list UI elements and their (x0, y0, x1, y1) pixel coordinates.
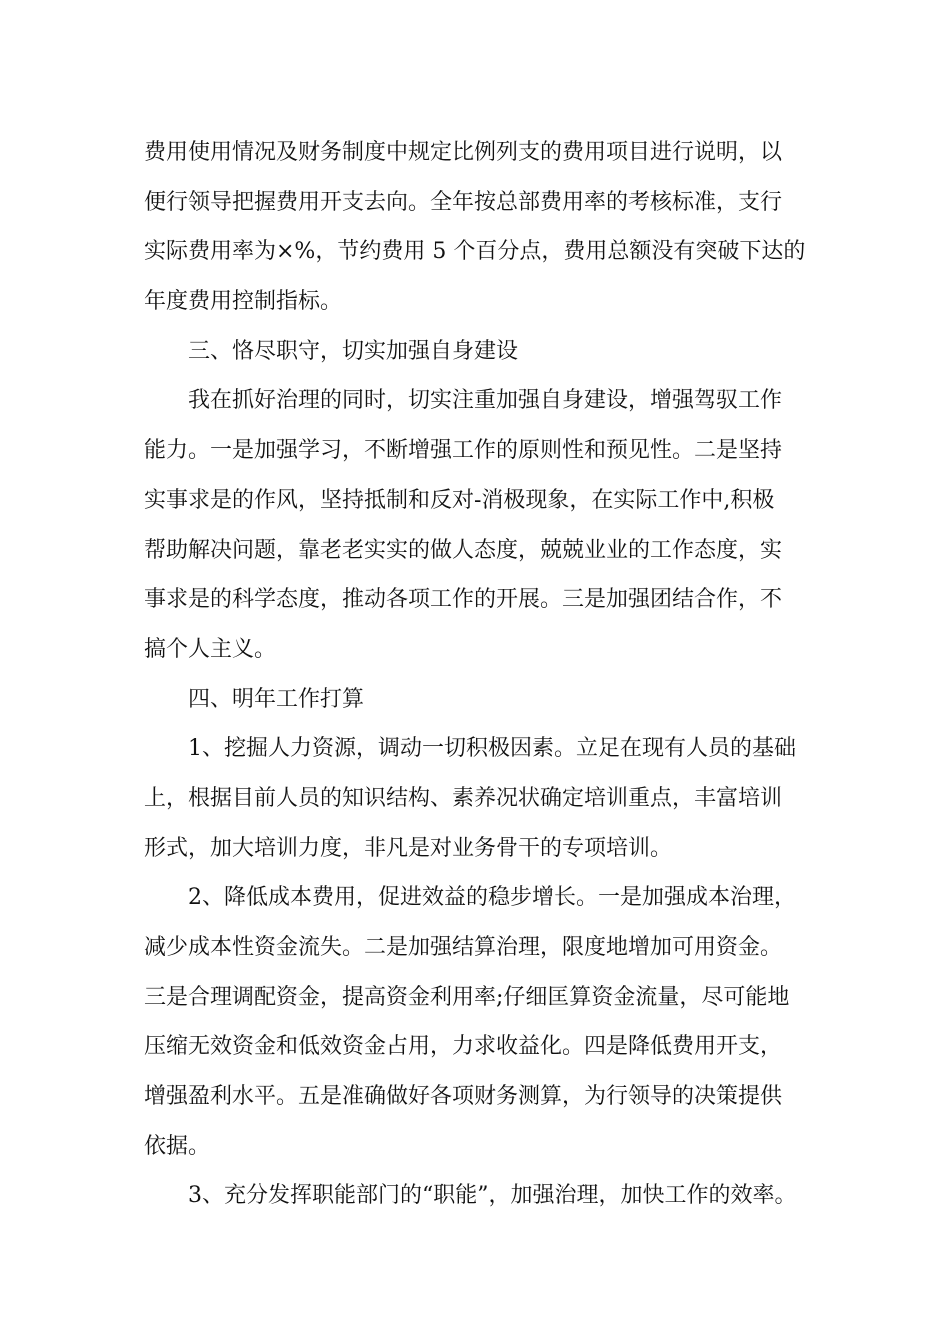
text-line: 三是合理调配资金，提高资金利用率;仔细匡算资金流量，尽可能地 (144, 984, 790, 1010)
text-line: 实事求是的作风，坚持抵制和反对-消极现象，在实际工作中,积极 (144, 487, 775, 513)
paragraph-first-line: 我在抓好治理的同时，切实注重加强自身建设，增强驾驭工作 (188, 388, 783, 414)
paragraph-first-line: 2、降低成本费用，促进效益的稳步增长。一是加强成本治理， (188, 885, 796, 911)
text-line: 帮助解决问题，靠老老实实的做人态度，兢兢业业的工作态度，实 (144, 537, 783, 563)
text-line: 能力。一是加强学习，不断增强工作的原则性和预见性。二是坚持 (144, 438, 783, 464)
text-line: 实际费用率为×%，节约费用 5 个百分点，费用总额没有突破下达的 (144, 239, 806, 265)
text-line: 形式，加大培训力度，非凡是对业务骨干的专项培训。 (144, 835, 673, 861)
text-line: 事求是的科学态度，推动各项工作的开展。三是加强团结合作，不 (144, 587, 783, 613)
text-line: 减少成本性资金流失。二是加强结算治理，限度地增加可用资金。 (144, 935, 783, 960)
document-body (144, 128, 816, 1221)
section-heading: 三、恪尽职守，切实加强自身建设 (188, 338, 519, 364)
text-line: 上，根据目前人员的知识结构、素养况状确定培训重点，丰富培训 (144, 785, 783, 811)
text-line: 搞个人主义。 (144, 636, 277, 662)
text-line: 年度费用控制指标。 (144, 289, 343, 315)
section-heading: 四、明年工作打算 (188, 686, 365, 712)
text-line: 依据。 (144, 1133, 211, 1159)
text-line: 费用使用情况及财务制度中规定比例列支的费用项目进行说明，以 (144, 140, 783, 165)
text-line: 便行领导把握费用开支去向。全年按总部费用率的考核标准，支行 (144, 189, 783, 215)
paragraph-first-line: 3、充分发挥职能部门的“职能”，加强治理，加快工作的效率。 (188, 1183, 797, 1209)
text-line: 压缩无效资金和低效资金占用，力求收益化。四是降低费用开支， (144, 1034, 783, 1060)
text-line: 增强盈利水平。五是准确做好各项财务测算，为行领导的决策提供 (144, 1084, 783, 1110)
paragraph-first-line: 1、挖掘人力资源，调动一切积极因素。立足在现有人员的基础 (188, 736, 796, 762)
